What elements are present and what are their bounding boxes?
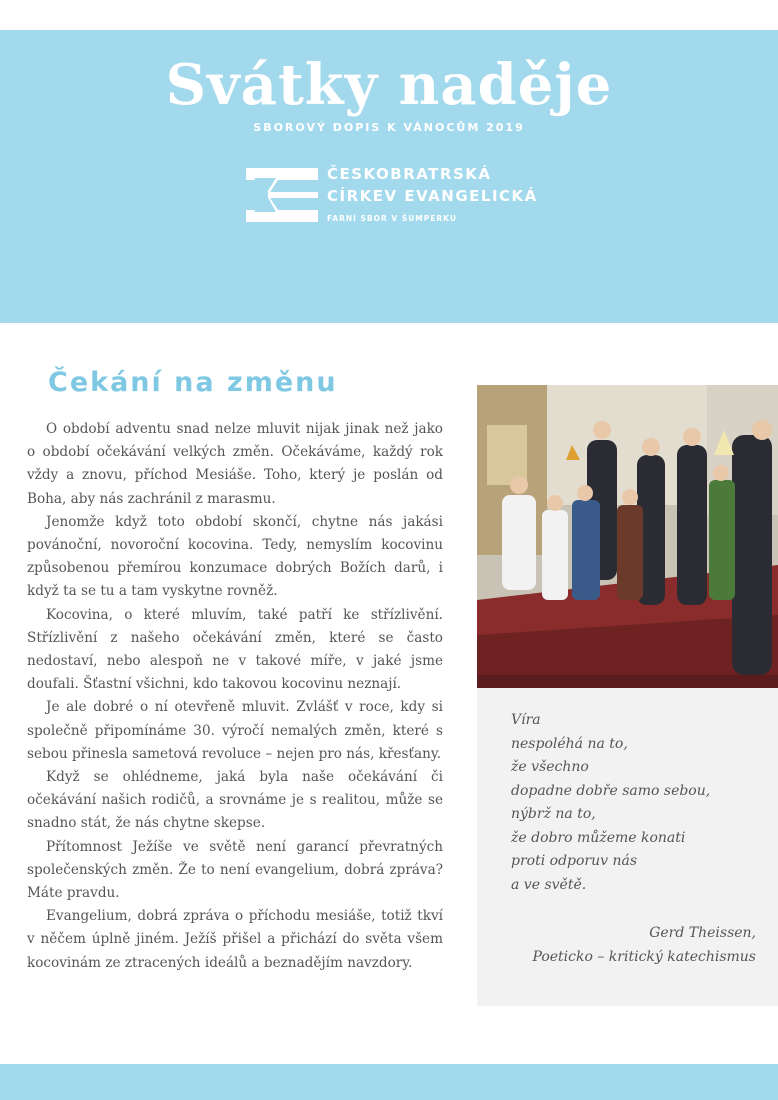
paragraph: Je ale dobré o ní otevřeně mluvit. Zvlášť v roce, kdy si společně připomínáme 30. výročí nemalých změn, které s sebou přinesla sametová revoluce – nejen pro nás, křesťany. bbox=[27, 699, 443, 762]
quote-line: dopadne dobře samo sebou, bbox=[511, 782, 711, 799]
chalice-cross-icon bbox=[246, 168, 318, 222]
quote-line: Víra bbox=[511, 712, 541, 728]
quote-source: Poeticko – kritický katechismus bbox=[532, 949, 756, 965]
quote-author: Gerd Theissen, bbox=[649, 925, 756, 941]
parish-name: FARNÍ SBOR V ŠUMPERKU bbox=[327, 214, 457, 223]
footer-band bbox=[0, 1064, 778, 1100]
quote-line: nýbrž na to, bbox=[511, 806, 596, 822]
article-body bbox=[27, 418, 443, 975]
subtitle: SBOROVÝ DOPIS K VÁNOCŮM 2019 bbox=[253, 121, 525, 134]
quote-line: proti odporuv nás bbox=[511, 853, 638, 869]
quote-attribution bbox=[532, 921, 756, 969]
article-heading: Čekání na změnu bbox=[48, 367, 338, 398]
page-title: Svátky naděje bbox=[165, 52, 613, 118]
paragraph: Přítomnost Ježíše ve světě není garancí převratných společenských změn. Že to není evangelium, dobrá zpráva? Máte pravdu. bbox=[27, 838, 443, 902]
church-name-line2: CÍRKEV EVANGELICKÁ bbox=[327, 187, 538, 205]
quote-line: a ve světě. bbox=[511, 876, 587, 893]
quote-line: nespoléhá na to, bbox=[511, 735, 628, 752]
paragraph: Evangelium, dobrá zpráva o příchodu mesiáše, totiž tkví v něčem úplně jiném. Ježíš přišel a přichází do světa všem kocovinám ze ztracených ideálů a beznadějím navzdory. bbox=[27, 908, 443, 971]
paragraph: Jenomže když toto období skončí, chytne nás jakási povánoční, novoroční kocovina. Tedy, nemyslím kocovinu způsobenou přemírou konzumace dobrých Božích darů, i když ta se tu a tam vyskytne rovněž. bbox=[27, 513, 443, 600]
quote-text bbox=[511, 709, 710, 897]
church-name-line1: ČESKOBRATRSKÁ bbox=[327, 165, 492, 183]
nativity-play-photo bbox=[477, 385, 778, 688]
paragraph: Když se ohlédneme, jaká byla naše očekávání či očekávání našich rodičů, a srovnáme je s realitou, může se snadno stát, že nás chytne skepse. bbox=[27, 769, 443, 832]
paragraph: O období adventu snad nelze mluvit nijak jinak než jako o období očekávání velkých změn. Očekáváme, každý rok vždy a znovu, příchod Mesiáše. Toho, který je poslán od Boha, aby nás zachránil z marasmu. bbox=[27, 421, 443, 507]
quote-line: že dobro můžeme konati bbox=[511, 829, 686, 846]
paragraph: Kocovina, o které mluvím, také patří ke střízlivění. Střízlivění z našeho očekávání změn, které se často nedostaví, nebo alespoň ne v takové míře, v jaké jsme doufali. Šťastní všichni, kdo takovou kocovinu neznají. bbox=[27, 606, 443, 693]
quote-line: že všechno bbox=[511, 759, 589, 775]
